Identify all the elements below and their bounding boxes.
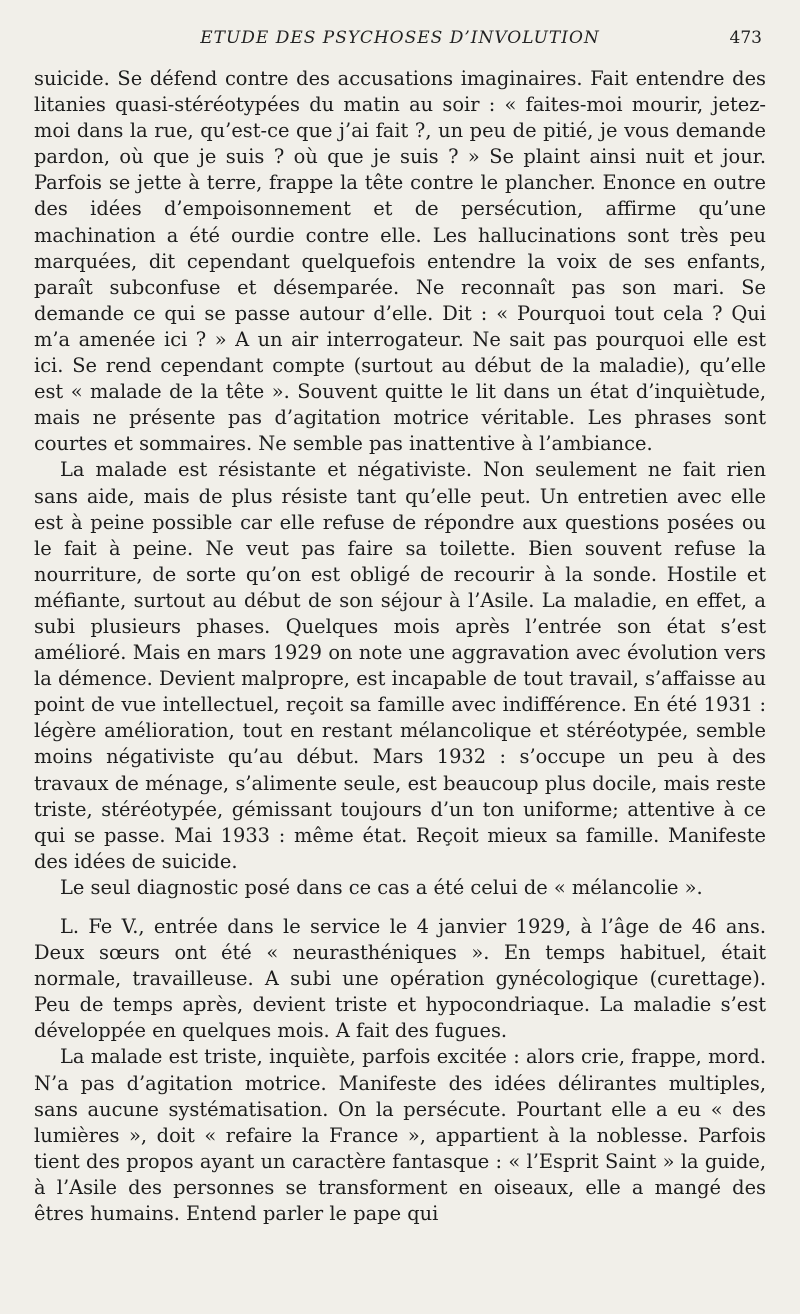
paragraph-continuation: suicide. Se défend contre des accusations imaginaires. Fait entendre des litanies quasi-stéréotypées du matin au soir : « faites-moi mourir, jetez-moi dans la rue, qu’est-ce que j’ai fait ?, un peu de pitié, je vous demande pardon, où que je suis ? où que je suis ? » Se plaint ainsi nuit et jour. Parfois se jette à terre, frappe la tête contre le plancher. Enonce en outre des idées d’empoisonnement et de persécution, affirme qu’une machination a été ourdie contre elle. Les hallucinations sont très peu marquées, dit cependant quelquefois entendre la voix de ses enfants, paraît subconfuse et désemparée. Ne reconnaît pas son mari. Se demande ce qui se passe autour d’elle. Dit : « Pourquoi tout cela ? Qui m’a amenée ici ? » A un air interrogateur. Ne sait pas pourquoi elle est ici. Se rend cependant compte (surtout au début de la maladie), qu’elle est « malade de la tête ». Souvent quitte le lit dans un état d’inquiètude, mais ne présente pas d’agitation motrice véritable. Les phrases sont courtes et sommaires. Ne semble pas inattentive à l’ambiance. — [34, 67, 766, 456]
paragraph-diagnosis: Le seul diagnostic posé dans ce cas a été celui de « mélancolie ». — [60, 875, 703, 899]
paragraph-case-intro: L. Fe V., entrée dans le service le 4 janvier 1929, à l’âge de 46 ans. Deux sœurs ont été « neurasthéniques ». En temps habituel, était normale, travailleuse. A subi une opération gynécologique (curettage). Peu de temps après, devient triste et hypocondriaque. La maladie s’est développée en quelques mois. A fait des fugues. — [34, 915, 766, 1043]
running-title: ETUDE DES PSYCHOSES D’INVOLUTION — [200, 28, 600, 48]
paragraph: La malade est résistante et négativiste. Non seulement ne fait rien sans aide, mais de plus résiste tant qu’elle peut. Un entretien avec elle est à peine possible car elle refuse de répondre aux questions posées ou le fait à peine. Ne veut pas faire sa toilette. Bien souvent refuse la nourriture, de sorte qu’on est obligé de recourir à la sonde. Hostile et méfiante, surtout au début de son séjour à l’Asile. La maladie, en effet, a subi plusieurs phases. Quelques mois après l’entrée son état s’est amélioré. Mais en mars 1929 on note une aggravation avec évolution vers la démence. Devient malpropre, est incapable de tout travail, s’affaisse au point de vue intellectuel, reçoit sa famille avec indifférence. En été 1931 : légère amélioration, tout en restant mélancolique et stéréotypée, semble moins négativiste qu’au début. Mars 1932 : s’occupe un peu à des travaux de ménage, s’alimente seule, est beaucoup plus docile, mais reste triste, stéréotypée, gémissant toujours d’un ton uniforme; attentive à ce qui se passe. Mai 1933 : même état. Reçoit mieux sa famille. Manifeste des idées de suicide. — [34, 458, 766, 873]
page-header — [34, 28, 766, 58]
body-text — [34, 66, 766, 1227]
paragraph: La malade est triste, inquiète, parfois excitée : alors crie, frappe, mord. N’a pas d’agitation motrice. Manifeste des idées délirantes multiples, sans aucune systématisation. On la persécute. Pourtant elle a eu « des lumières », doit « refaire la France », appartient à la noblesse. Parfois tient des propos ayant un caractère fantasque : « l’Esprit Saint » la guide, à l’Asile des personnes se transforment en oiseaux, elle a mangé des êtres humains. Entend parler le pape qui — [34, 1045, 766, 1226]
page-number: 473 — [729, 28, 762, 48]
